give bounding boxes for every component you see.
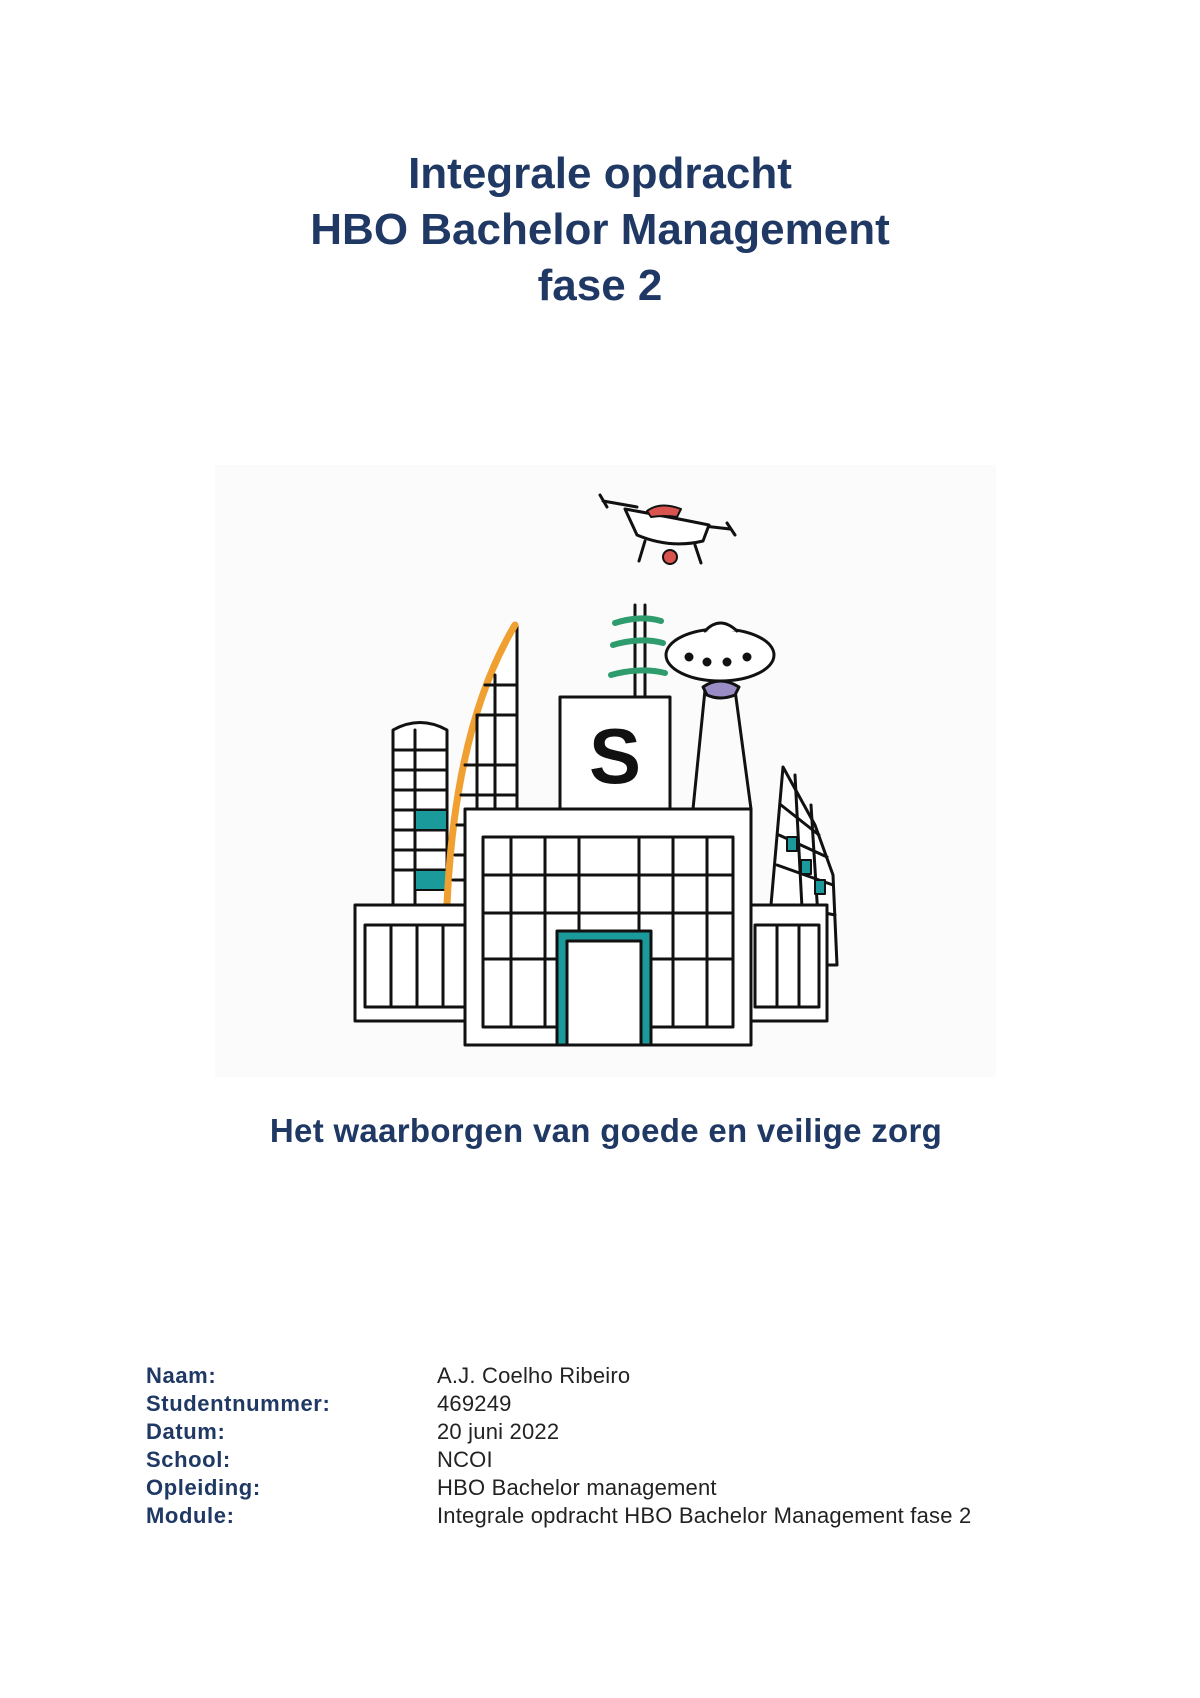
info-label: Opleiding: xyxy=(146,1475,261,1500)
info-label: Datum: xyxy=(146,1419,226,1444)
document-subtitle: Het waarborgen van goede en veilige zorg xyxy=(269,1112,943,1149)
info-row-studentnummer xyxy=(146,1390,971,1418)
info-value: HBO Bachelor management xyxy=(437,1475,717,1500)
info-label: Naam: xyxy=(146,1363,217,1388)
left-wing xyxy=(355,905,475,1021)
info-value: 469249 xyxy=(437,1391,512,1416)
info-label: Studentnummer: xyxy=(146,1391,331,1416)
drone-icon xyxy=(600,495,735,564)
info-row-school xyxy=(146,1446,971,1474)
city-illustration xyxy=(215,465,996,1077)
antenna-icon xyxy=(611,605,665,695)
info-row-module xyxy=(146,1502,971,1530)
left-tower xyxy=(393,723,447,906)
sign-building xyxy=(560,697,670,811)
info-label: School: xyxy=(146,1447,231,1472)
info-value: A.J. Coelho Ribeiro xyxy=(437,1363,631,1388)
info-value: NCOI xyxy=(437,1447,493,1472)
tower-icon xyxy=(666,623,774,809)
document-title xyxy=(0,146,1200,314)
info-row-naam xyxy=(146,1362,971,1390)
sign-letter: S xyxy=(588,712,642,800)
info-row-datum xyxy=(146,1418,971,1446)
right-wing xyxy=(747,905,827,1021)
info-row-opleiding xyxy=(146,1474,971,1502)
info-label: Module: xyxy=(146,1503,235,1528)
main-building xyxy=(465,809,751,1045)
info-value: 20 juni 2022 xyxy=(437,1419,560,1444)
title-line-2: HBO Bachelor Management xyxy=(310,205,890,254)
info-value: Integrale opdracht HBO Bachelor Management fase 2 xyxy=(437,1503,972,1528)
info-table xyxy=(146,1362,971,1530)
title-line-3: fase 2 xyxy=(537,261,663,310)
title-line-1: Integrale opdracht xyxy=(408,149,792,198)
